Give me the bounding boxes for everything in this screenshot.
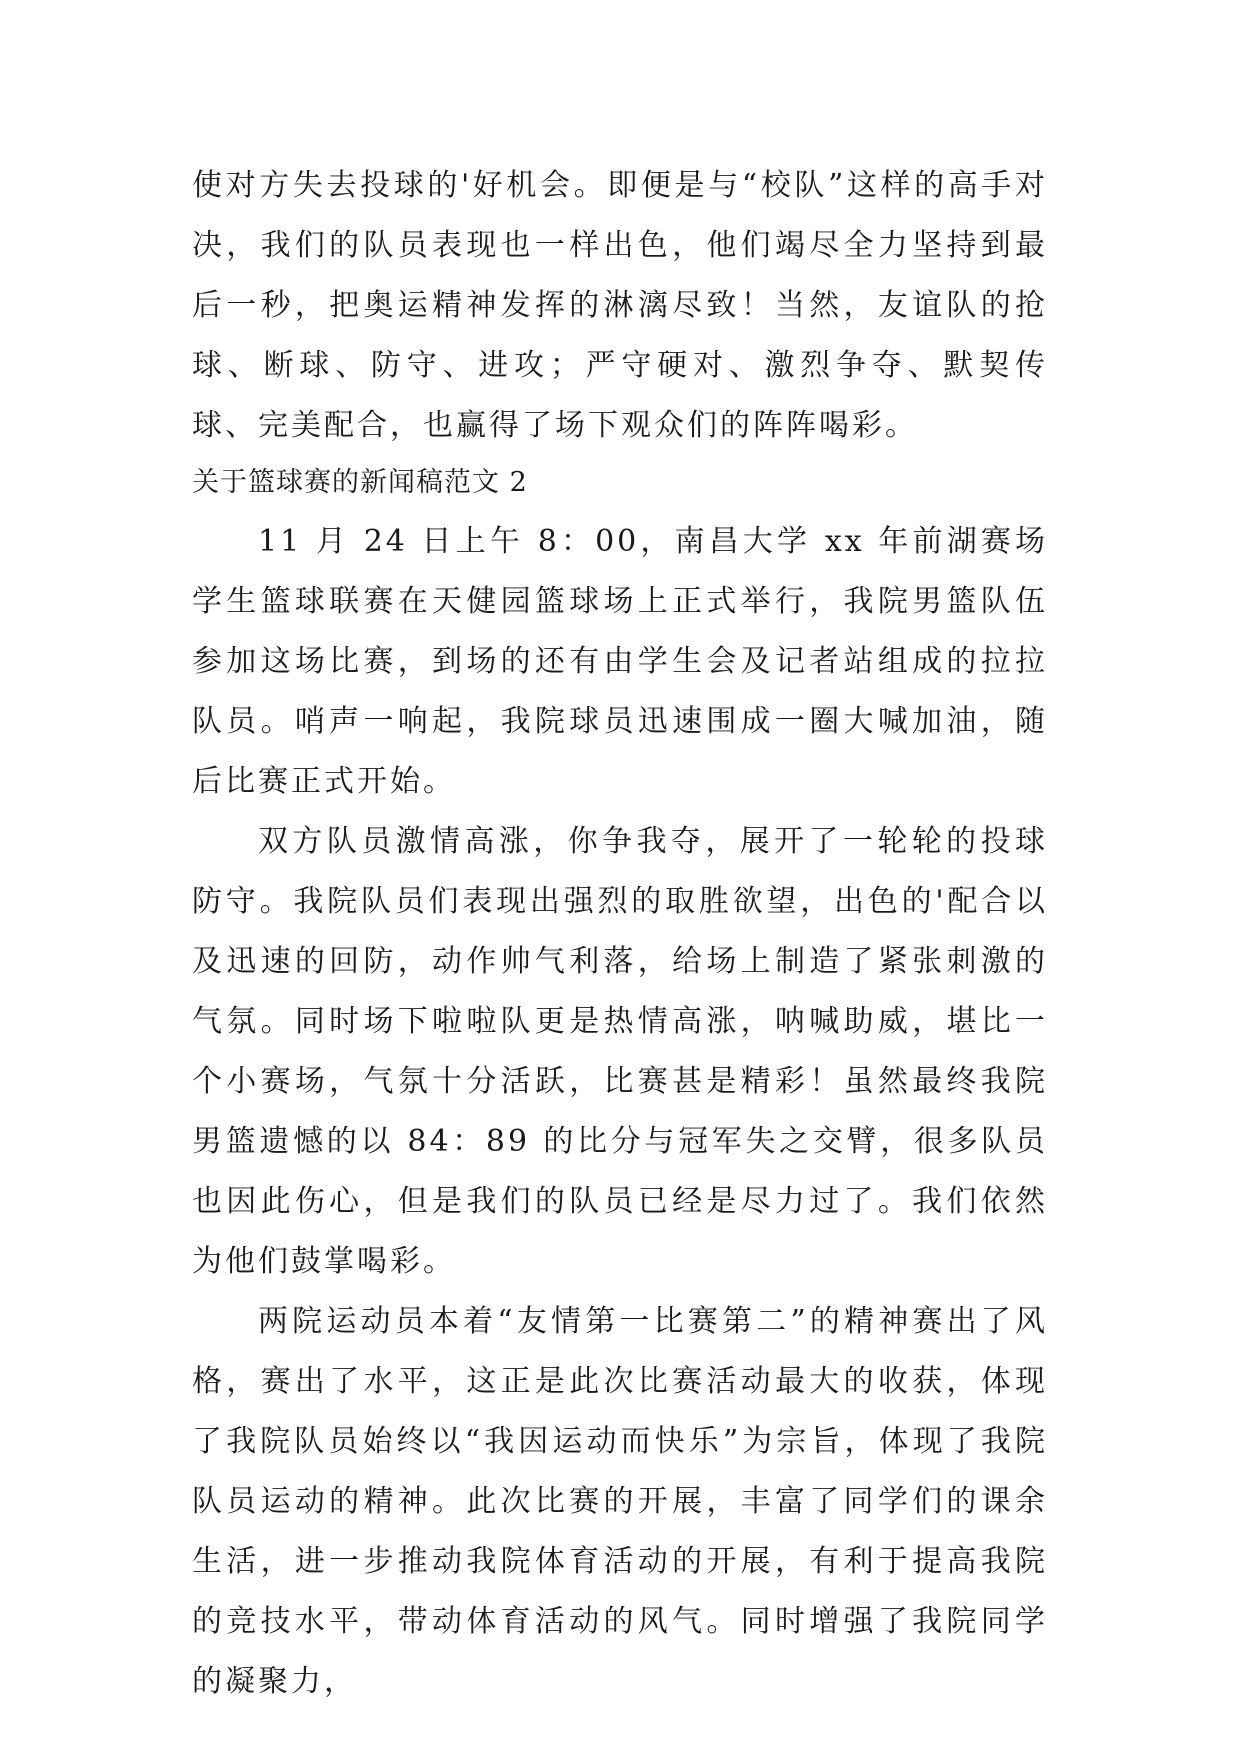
- document-body: [192, 156, 1048, 1712]
- section-title: 关于篮球赛的新闻稿范文 2: [192, 467, 528, 498]
- paragraph-match-play: 双方队员激情高涨，你争我夺，展开了一轮轮的投球防守。我院队员们表现出强烈的取胜欲望，出色的'配合以及迅速的回防，动作帅气利落，给场上制造了紧张刺激的气氛。同时场下啦啦队更是热情高涨，呐喊助威，堪比一个小赛场，气氛十分活跃，比赛甚是精彩！虽然最终我院男篮遗憾的以 84：89 的比分与冠军失之交臂，很多队员也因此伤心，但是我们的队员已经是尽力过了。我们依然为他们鼓掌喝彩。: [192, 824, 1048, 1279]
- paragraph-match-summary: 两院运动员本着“友情第一比赛第二”的精神赛出了风格，赛出了水平，这正是此次比赛活动最大的收获，体现了我院队员始终以“我因运动而快乐”为宗旨，体现了我院队员运动的精神。此次比赛的开展，丰富了同学们的课余生活，进一步推动我院体育活动的开展，有利于提高我院的竞技水平，带动体育活动的风气。同时增强了我院同学的凝聚力，: [192, 1304, 1048, 1699]
- paragraph-continued: 使对方失去投球的'好机会。即便是与“校队”这样的高手对决，我们的队员表现也一样出色，他们竭尽全力坚持到最后一秒，把奥运精神发挥的淋漓尽致！当然，友谊队的抢球、断球、防守、进攻；严守硬对、激烈争夺、默契传球、完美配合，也赢得了场下观众们的阵阵喝彩。: [192, 168, 1048, 443]
- paragraph-match-start: 11 月 24 日上午 8：00，南昌大学 xx 年前湖赛场学生篮球联赛在天健园篮球场上正式举行，我院男篮队伍参加这场比赛，到场的还有由学生会及记者站组成的拉拉队员。哨声一响起，我院球员迅速围成一圈大喊加油，随后比赛正式开始。: [192, 524, 1048, 799]
